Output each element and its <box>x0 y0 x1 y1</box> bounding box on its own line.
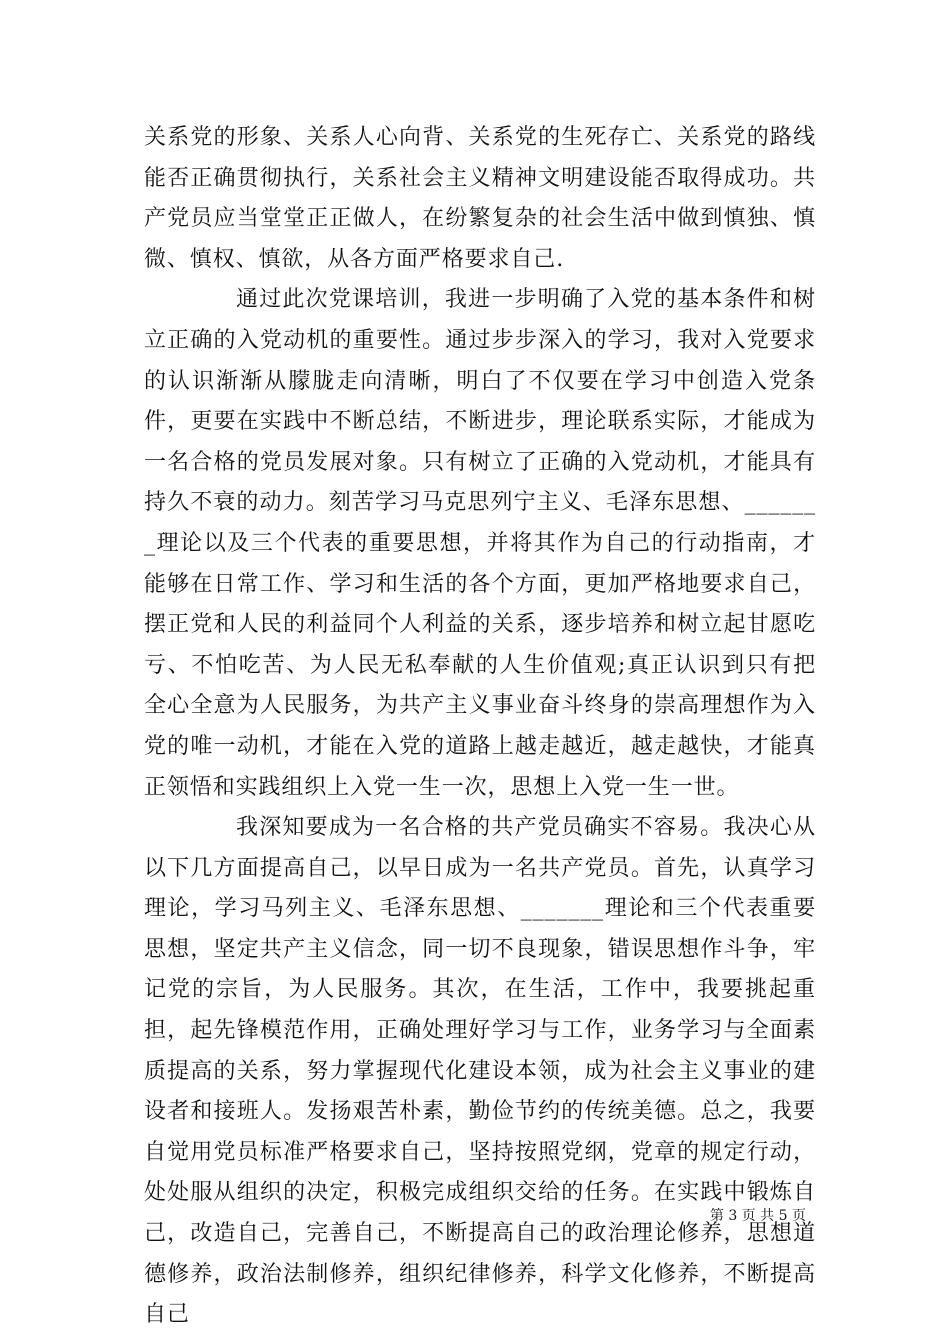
paragraph-self-improvement: 我深知要成为一名合格的共产党员确实不容易。我决心从以下几方面提高自己，以早日成为一名共产党员。首先，认真学习理论，学习马列主义、毛泽东思想、_______理论和三个代表重要思想，坚定共产主义信念，同一切不良现象，错误思想作斗争，牢记党的宗旨，为人民服务。其次，在生活，工作中，我要挑起重担，起先锋模范作用，正确处理好学习与工作，业务学习与全面素质提高的关系，努力掌握现代化建设本领，成为社会主义事业的建设者和接班人。发扬艰苦朴素，勤俭节约的传统美德。总之，我要自觉用党员标准严格要求自己，坚持按照党纲，党章的规定行动，处处服从组织的决定，积极完成组织交给的任务。在实践中锻炼自己，改造自己，完善自己，不断提高自己的政治理论修养，思想道德修养，政治法制修养，组织纪律修养，科学文化修养，不断提高自己 <box>144 815 816 1328</box>
paragraph-continuation: 关系党的形象、关系人心向背、关系党的生死存亡、关系党的路线能否正确贯彻执行，关系社会主义精神文明建设能否取得成功。共产党员应当堂堂正正做人，在纷繁复杂的社会生活中做到慎独、慎微、慎权、慎欲，从各方面严格要求自己. <box>144 125 816 272</box>
document-body <box>144 118 816 1336</box>
paragraph-party-training: 通过此次党课培训，我进一步明确了入党的基本条件和树立正确的入党动机的重要性。通过步步深入的学习，我对入党要求的认识渐渐从朦胧走向清晰，明白了不仅要在学习中创造入党条件，更要在实践中不断总结，不断进步，理论联系实际，才能成为一名合格的党员发展对象。只有树立了正确的入党动机，才能具有持久不衰的动力。刻苦学习马克思列宁主义、毛泽东思想、_______理论以及三个代表的重要思想，并将其作为自己的行动指南，才能够在日常工作、学习和生活的各个方面，更加严格地要求自己，摆正党和人民的利益同个人利益的关系，逐步培养和树立起甘愿吃亏、不怕吃苦、为人民无私奉献的人生价值观;真正认识到只有把全心全意为人民服务，为共产主义事业奋斗终身的崇高理想作为入党的唯一动机，才能在入党的道路上越走越近，越走越快，才能真正领悟和实践组织上入党一生一次，思想上入党一生一世。 <box>144 287 816 800</box>
page-number-footer: 第 3 页 共 5 页 <box>709 1208 806 1224</box>
